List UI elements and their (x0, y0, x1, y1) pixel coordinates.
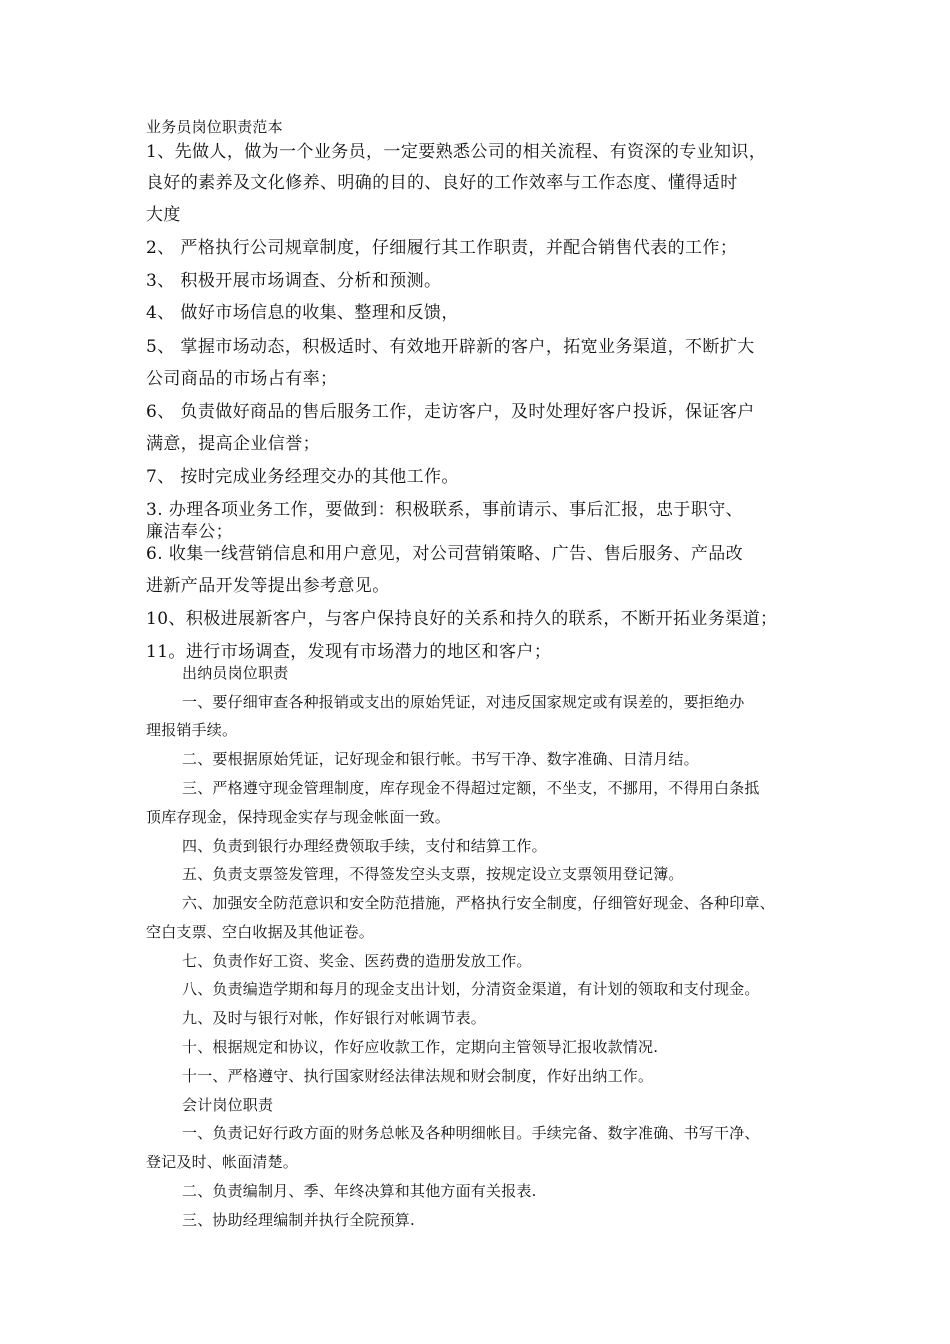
cashier-duty-line: 五、负责支票签发管理，不得签发空头支票，按规定设立支票领用登记簿。 (182, 865, 684, 883)
duty-line: 6. 收集一线营销信息和用户意见，对公司营销策略、广告、售后服务、产品改 (146, 544, 744, 564)
cashier-duty-line: 四、负责到银行办理经费领取手续，支付和结算工作。 (182, 837, 547, 855)
duty-line: 4、 做好市场信息的收集、整理和反馈， (146, 303, 459, 323)
duty-line: 6、 负责做好商品的售后服务工作，走访客户，及时处理好客户投诉，保证客户 (146, 402, 755, 422)
accountant-duty-line: 一、负责记好行政方面的财务总帐及各种明细帐目。手续完备、数字准确、书写干净、 (182, 1124, 760, 1142)
cashier-duty-line: 三、严格遵守现金管理制度，库存现金不得超过定额，不坐支，不挪用，不得用白条抵 (182, 779, 760, 797)
accountant-duty-line: 三、协助经理编制并执行全院预算. (182, 1211, 415, 1229)
cashier-duty-line: 理报销手续。 (146, 721, 238, 739)
duty-line: 2、 严格执行公司规章制度，仔细履行其工作职责，并配合销售代表的工作； (146, 238, 738, 258)
cashier-duty-line: 空白支票、空白收据及其他证卷。 (146, 923, 375, 941)
document-title: 业务员岗位职责范本 (146, 118, 283, 136)
duty-line: 良好的素养及文化修养、明确的目的、良好的工作效率与工作态度、懂得适时 (146, 173, 738, 193)
duty-line: 10、积极进展新客户，与客户保持良好的关系和持久的联系，不断开拓业务渠道； (146, 609, 778, 629)
duty-line: 7、 按时完成业务经理交办的其他工作。 (146, 467, 459, 487)
duty-line: 廉洁奉公； (146, 522, 233, 542)
cashier-duty-line: 六、加强安全防范意识和安全防范措施，严格执行安全制度，仔细管好现金、各种印章、 (182, 894, 775, 912)
cashier-duty-line: 十一、严格遵守、执行国家财经法律法规和财会制度，作好出纳工作。 (182, 1067, 654, 1085)
cashier-duty-line: 一、要仔细审查各种报销或支出的原始凭证，对违反国家规定或有误差的，要拒绝办 (182, 693, 745, 711)
cashier-duty-line: 七、负责作好工资、奖金、医药费的造册发放工作。 (182, 952, 532, 970)
duty-line: 进新产品开发等提出参考意见。 (146, 576, 390, 596)
duty-line: 5、 掌握市场动态，积极适时、有效地开辟新的客户，拓宽业务渠道，不断扩大 (146, 337, 755, 357)
duty-line: 满意，提高企业信誉； (146, 434, 320, 454)
cashier-duty-line: 顶库存现金，保持现金实存与现金帐面一致。 (146, 808, 451, 826)
duty-line: 大度 (146, 205, 181, 225)
duty-line: 3、 积极开展市场调查、分析和预测。 (146, 271, 442, 291)
duty-line: 3. 办理各项业务工作，要做到：积极联系，事前请示、事后汇报，忠于职守、 (146, 500, 744, 520)
cashier-duty-line: 二、要根据原始凭证，记好现金和银行帐。书写干净、数字准确、日清月结。 (182, 750, 699, 768)
duty-line: 公司商品的市场占有率； (146, 369, 338, 389)
accountant-duty-line: 二、负责编制月、季、年终决算和其他方面有关报表. (182, 1182, 537, 1200)
cashier-duty-line: 十、根据规定和协议，作好应收款工作，定期向主管领导汇报收款情况. (182, 1038, 659, 1056)
duty-line: 11。进行市场调查，发现有市场潜力的地区和客户； (146, 642, 552, 662)
cashier-duty-line: 九、及时与银行对帐，作好银行对帐调节表。 (182, 1009, 487, 1027)
cashier-section-title: 出纳员岗位职责 (182, 664, 289, 682)
cashier-duty-line: 八、负责编造学期和每月的现金支出计划，分清资金渠道，有计划的领取和支付现金。 (182, 980, 760, 998)
accountant-section-title: 会计岗位职责 (182, 1096, 274, 1114)
duty-line: 1、先做人，做为一个业务员，一定要熟悉公司的相关流程、有资深的专业知识， (146, 142, 767, 162)
accountant-duty-line: 登记及时、帐面清楚。 (146, 1153, 299, 1171)
